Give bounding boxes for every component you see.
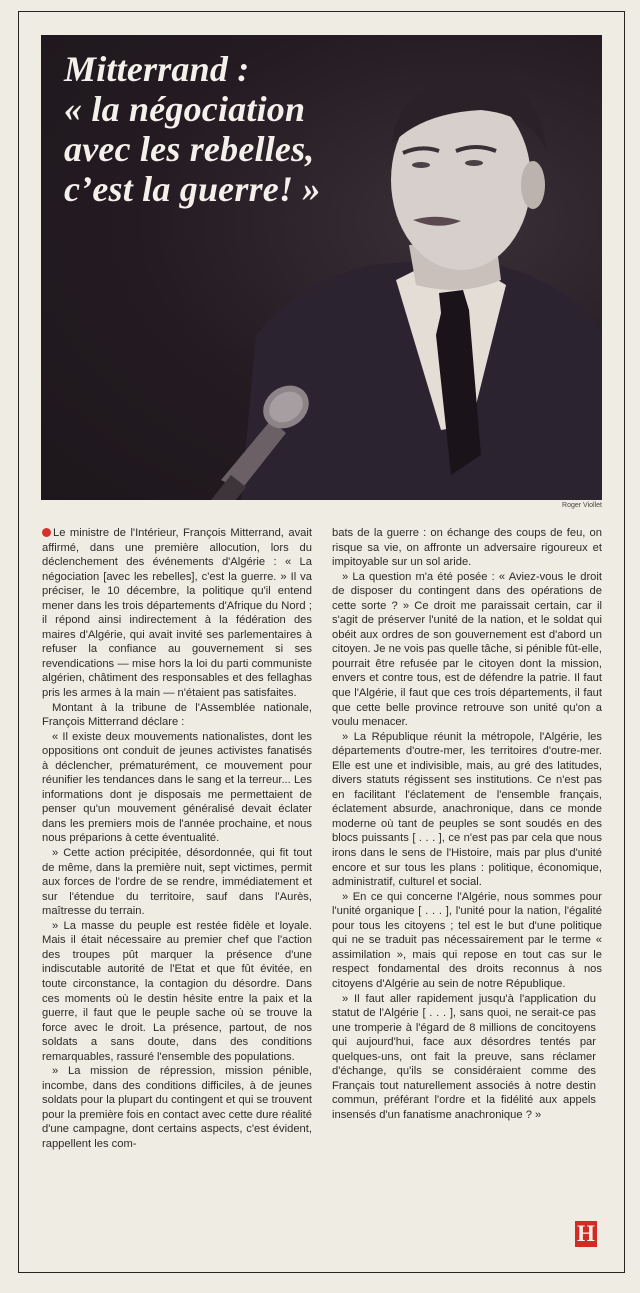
headline-line: Mitterrand : xyxy=(64,49,250,89)
paragraph xyxy=(42,526,312,701)
paragraph: » La mission de répression, mission pénible, incombe, dans des conditions difficiles, à de jeunes soldats pour la plupart du contingent et qui se trouvent pour la première fois en contact avec cette dure réalité d'une campagne, dont certains aspects, c'est évident, rappellent les com- xyxy=(42,1065,312,1150)
headline xyxy=(64,49,321,209)
paragraph: » La question m'a été posée : « Aviez-vous le droit de disposer du contingent dans des opérations de cette sorte ? » Ce droit me paraissait certain, car il s'agit de préserver l'unité de la nation, et le soldat qui obéit aux ordres de son gouvernement est d'abord un citoyen. Je ne vois pas quelle tâche, si pénible fût-elle, pourrait être refusée par le citoyen dont la mission, envers et contre tous, est de défendre la patrie. Il faut que l'Algérie, il faut que ces trois départements, il faut que cette belle province retrouve son unité qu'on a voulu menacer. xyxy=(332,570,602,729)
end-mark-logo-icon: H xyxy=(575,1221,597,1247)
paragraph: » En ce qui concerne l'Algérie, nous sommes pour l'unité organique [ . . . ], l'unité pour la nation, l'égalité pour tous les citoyens ; tel est le but d'une politique qui ne se traduit pas nécessairement par le terme « assimilation », mais qui repose en tout cas sur le respect fondamental des droits reconnus à nos citoyens d'Algérie au sein de notre République. xyxy=(332,890,602,990)
headline-line: « la négociation xyxy=(64,89,306,129)
paragraph: » La République réunit la métropole, l'Algérie, les départements d'outre-mer, les territoires d'outre-mer. Elle est une et indivisible, mais, au gré des latitudes, divers statuts régissent ses institutions. Ce n'est pas en facilitant l'éclatement de l'ensemble français, éclatement absurde, anachronique, dans ce monde moderne où tant de peuples se sont soudés en des blocs puissants [ . . . ], ce n'est pas par cela que nous irons dans le sens de l'Histoire, mais par plus d'unité encore et sur tous les plans : politique, économique, administratif, culturel et social. xyxy=(332,730,602,889)
lead-paragraph-text: Le ministre de l'Intérieur, François Mitterrand, avait affirmé, dans une première allocution, lors du déclenchement des événements d'Algérie : « La négociation [avec les rebelles], c'est la guerre. » Il va préciser, le 10 décembre, la politique qu'il entend mener dans les trois départements d'Afrique du Nord ; il répond ainsi indirectement à la fédération des maires d'Algérie, qui avait invité ses parlementaires à refuser la confiance au gouvernement si ses revendications — mise hors la loi du parti communiste algérien, châtiment des responsables et des fellaghas pris les armes à la main — n'étaient pas satisfaites. xyxy=(42,527,312,700)
headline-line: avec les rebelles, xyxy=(64,129,315,169)
paragraph: » Cette action précipitée, désordonnée, qui fit tout de même, dans la première nuit, sept victimes, permit aux forces de l'ordre de se rendre, immédiatement et sur l'étendue du territoire, sauf dans l'Aurès, maîtresse du terrain. xyxy=(42,847,312,918)
article-column-right xyxy=(332,526,602,1122)
photo-credit: Roger Viollet xyxy=(562,502,602,509)
paragraph: » Il faut aller rapidement jusqu'à l'application du statut de l'Algérie [ . . . ], sans quoi, ne serait-ce pas une tromperie à l'égard de 8 millions de concitoyens qui aujourd'hui, face aux désordres tentés par quelques-uns, ont fait la preuve, sans réclamer d'échange, qu'ils se considéraient comme des Français tout naturellement associés à notre destin commun, préférant l'ordre et la fidélité aux appels insensés d'un fanatisme anachronique ? » xyxy=(332,992,596,1121)
paragraph: » La masse du peuple est restée fidèle et loyale. Mais il était nécessaire au premier chef que l'action des troupes pût marquer la présence d'une indiscutable autorité de l'Etat et que fût évitée, en toute circonstance, la contagion du désordre. Dans ces moments où le destin hésite entre la paix et la guerre, il faut que le peuple sache où se trouve la force avec le droit. La présence, partout, de nos soldats a sans doute, dans des conditions remarquables, rassuré l'ensemble des populations. xyxy=(42,919,312,1063)
article-column-left xyxy=(42,526,312,1152)
headline-line: c’est la guerre! » xyxy=(64,169,321,209)
paragraph: bats de la guerre : on échange des coups de feu, on risque sa vie, on affronte un adversaire rigoureux et impitoyable sur un sol aride. xyxy=(332,527,602,569)
article-photo xyxy=(41,35,602,500)
ear-shape xyxy=(521,161,545,209)
paragraph: Montant à la tribune de l'Assemblée nationale, François Mitterrand déclare : xyxy=(42,701,312,729)
red-bullet-icon xyxy=(42,528,51,537)
paragraph: « Il existe deux mouvements nationalistes, dont les oppositions ont conduit de jeunes activistes fanatisés à déclencher, prématurément, ce mouvement pour réunifier les tendances dans le sang et la terreur... Les informations dont je disposais me permettaient de penser qu'un mouvement généralisé devait éclater dans les premiers mois de l'année prochaine, et nous nous préparions à cette éventualité. xyxy=(42,730,312,845)
